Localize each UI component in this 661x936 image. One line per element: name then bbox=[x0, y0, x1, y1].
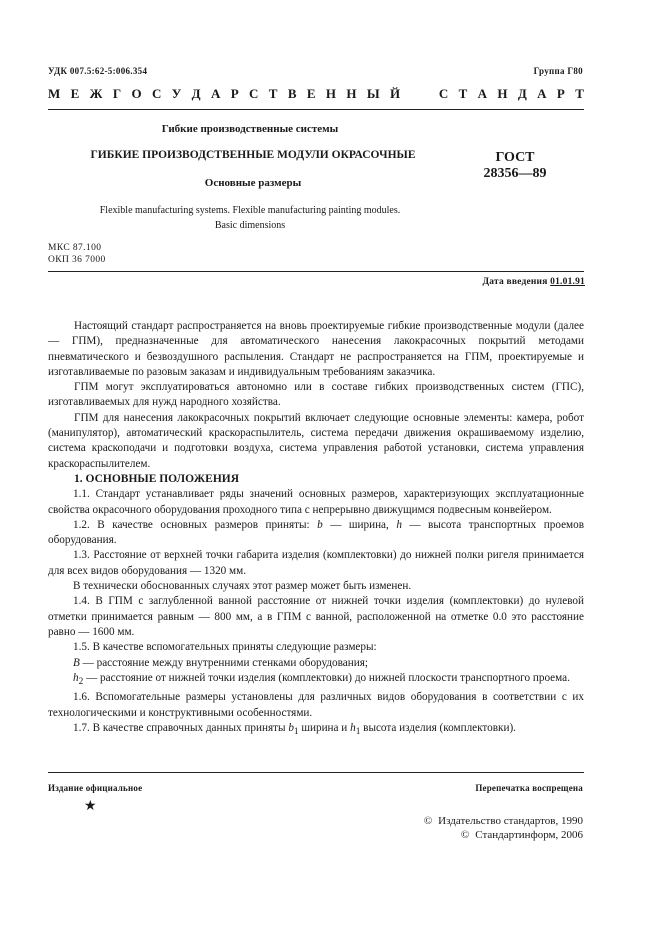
banner-letter: С bbox=[249, 86, 259, 101]
banner-letter: А bbox=[210, 86, 221, 101]
banner-letter: Г bbox=[112, 86, 122, 101]
reprint-prohibited-label: Перепечатка воспрещена bbox=[475, 783, 583, 793]
banner-letter: Ы bbox=[366, 86, 380, 101]
intro-date-value: 01.01.91 bbox=[550, 277, 585, 287]
clause-1-2 bbox=[48, 518, 584, 549]
banner-letter: Й bbox=[389, 86, 401, 101]
copyright-block bbox=[424, 814, 583, 842]
symbol-h: h bbox=[396, 518, 402, 531]
symbol-b1-subscript: 1 bbox=[293, 727, 299, 738]
banner-letter: М bbox=[48, 86, 61, 101]
clause-1-7-text-mid: ширина и bbox=[298, 721, 351, 734]
okp-code: ОКП 36 7000 bbox=[48, 255, 106, 265]
clause-1-5-h2 bbox=[48, 671, 584, 691]
banner-letter: Д bbox=[517, 86, 527, 101]
banner-letter: Р bbox=[230, 86, 239, 101]
dimensions-subtitle: Основные размеры bbox=[204, 177, 302, 189]
clause-1-6: 1.6. Вспомогательные размеры установлены для различных видов оборудования в соответствии с их технологическими и конструктивными особенностями. bbox=[48, 691, 584, 719]
banner-letter: А bbox=[537, 86, 547, 101]
clause-1-2-text-e: — высота транспортных проемов оборудования. bbox=[48, 518, 584, 547]
system-subtitle: Гибкие производственные системы bbox=[161, 123, 339, 135]
symbol-h1: h bbox=[350, 721, 356, 734]
banner-letter: С bbox=[152, 86, 162, 101]
banner-letter: Р bbox=[556, 86, 565, 101]
official-edition-label: Издание официальное bbox=[48, 783, 143, 793]
clause-1-5: 1.5. В качестве вспомогательных приняты следующие размеры: bbox=[73, 641, 377, 654]
classification-codes bbox=[48, 242, 106, 266]
header-divider bbox=[48, 109, 584, 110]
clause-1-1: 1.1. Стандарт устанавливает ряды значений основных размеров, характеризующих эксплуатационные свойства окрасочного оборудования проходного типа с непрерывно движущимся подвесным конвейером. bbox=[48, 488, 584, 516]
intro-date-label: Дата введения bbox=[482, 277, 548, 287]
banner-word-gap bbox=[410, 86, 428, 102]
copyright-line-1 bbox=[424, 814, 583, 828]
symbol-h2: h bbox=[73, 671, 79, 684]
banner-letter: Т bbox=[268, 86, 278, 101]
banner-letter: Е bbox=[70, 86, 80, 101]
clause-1-7-text-a: 1.7. В качестве справочных данных приняты bbox=[73, 721, 289, 734]
symbol-b: b bbox=[317, 518, 323, 531]
english-title-line1: Flexible manufacturing systems. Flexible manufacturing painting modules. bbox=[99, 205, 401, 216]
clause-1-5-B-text: — расстояние между внутренними стенками оборудования; bbox=[79, 656, 368, 669]
copyright-line-2 bbox=[424, 828, 583, 842]
mks-code: МКС 87.100 bbox=[48, 243, 102, 253]
banner-letter: В bbox=[287, 86, 297, 101]
copyright-text-2: Стандартинформ, 2006 bbox=[475, 829, 583, 841]
star-icon: ★ bbox=[84, 799, 97, 814]
gost-number: 28356—89 bbox=[483, 166, 547, 181]
copyright-text-1: Издательство стандартов, 1990 bbox=[438, 815, 583, 827]
symbol-b1: b bbox=[288, 721, 294, 734]
banner-letter: Д bbox=[191, 86, 201, 101]
english-title bbox=[0, 203, 500, 233]
clause-1-5-B bbox=[48, 656, 584, 671]
copyright-symbol-1: © bbox=[423, 815, 433, 827]
clause-1-2-text-c: — ширина, bbox=[322, 518, 397, 531]
symbol-B: B bbox=[73, 656, 80, 669]
copyright-symbol-2: © bbox=[460, 829, 470, 841]
clause-1-3: 1.3. Расстояние от верхней точки габарита изделия (комплектовки) до нижней полки ригеля принимается для всех видов оборудования — 1320 мм. bbox=[48, 549, 584, 577]
banner-letter: Т bbox=[575, 86, 584, 101]
banner-letter: Н bbox=[497, 86, 508, 101]
clause-1-4: 1.4. В ГПМ с заглубленной ванной расстояние от нижней точки изделия (комплектовки) до нулевой отметки принимается равным — 800 мм, а в ГПМ с ванной, расположенной на отметке 0.0 это расстояние равно — 1600 мм. bbox=[48, 595, 584, 638]
document-title: ГИБКИЕ ПРОИЗВОДСТВЕННЫЕ МОДУЛИ ОКРАСОЧНЫЕ bbox=[90, 149, 416, 161]
clause-1-3-note: В технически обоснованных случаях этот размер может быть изменен. bbox=[73, 580, 412, 593]
banner-letter: Ж bbox=[89, 86, 103, 101]
banner-letter: Т bbox=[458, 86, 468, 101]
gost-designation bbox=[470, 150, 560, 182]
banner-letter: Н bbox=[346, 86, 357, 101]
clause-1-7-text-end: высота изделия (комплектовки). bbox=[360, 721, 516, 734]
symbol-h1-subscript: 1 bbox=[355, 727, 361, 738]
intro-paragraph-2: ГПМ могут эксплуатироваться автономно или в составе гибких производственных систем (ГПС), изготавливаемых для нужд народного хозяйства. bbox=[48, 381, 584, 409]
english-title-line2: Basic dimensions bbox=[214, 220, 286, 231]
group-code: Группа Г80 bbox=[533, 66, 583, 76]
clause-1-2-text-a: 1.2. В качестве основных размеров приняты: bbox=[73, 518, 318, 531]
standard-banner bbox=[48, 86, 584, 102]
intro-paragraph-1: Настоящий стандарт распространяется на вновь проектируемые гибкие производственные модули (далее — ГПМ), предназначенные для автоматического нанесения лакокрасочных покрытий методами пневматического и безвоздушного распыления. Стандарт не распространяется на ГПМ, проектируемые и изготавливаемые по разовым заказам и индивидуальным требованиям заказчика. bbox=[48, 320, 584, 378]
banner-letter: У bbox=[171, 86, 182, 101]
clause-1-7 bbox=[48, 721, 584, 741]
intro-date bbox=[483, 277, 585, 287]
title-divider bbox=[48, 271, 584, 272]
banner-letter: О bbox=[131, 86, 142, 101]
banner-letter: С bbox=[438, 86, 449, 101]
banner-letter: Е bbox=[306, 86, 316, 101]
footer-divider bbox=[48, 772, 584, 773]
banner-letter: А bbox=[477, 86, 487, 101]
gost-label: ГОСТ bbox=[495, 150, 535, 165]
symbol-h2-subscript: 2 bbox=[78, 677, 84, 688]
document-body bbox=[48, 319, 584, 740]
intro-paragraph-3: ГПМ для нанесения лакокрасочных покрытий включает следующие основные элементы: камера, робот (манипулятор), автоматический краскораспылитель, система передачи движения окрашиваемому изделию, система краскоподачи и подготовки воздуха, система управления работой установки, система управления краскораспылителем. bbox=[48, 411, 584, 470]
section-1-heading: 1. ОСНОВНЫЕ ПОЛОЖЕНИЯ bbox=[74, 472, 240, 485]
udk-code: УДК 007.5:62-5:006.354 bbox=[48, 66, 148, 76]
clause-1-5-h2-text: — расстояние от нижней точки изделия (комплектовки) до нижней плоскости транспортного проема. bbox=[83, 671, 570, 684]
banner-letter: Н bbox=[325, 86, 337, 101]
